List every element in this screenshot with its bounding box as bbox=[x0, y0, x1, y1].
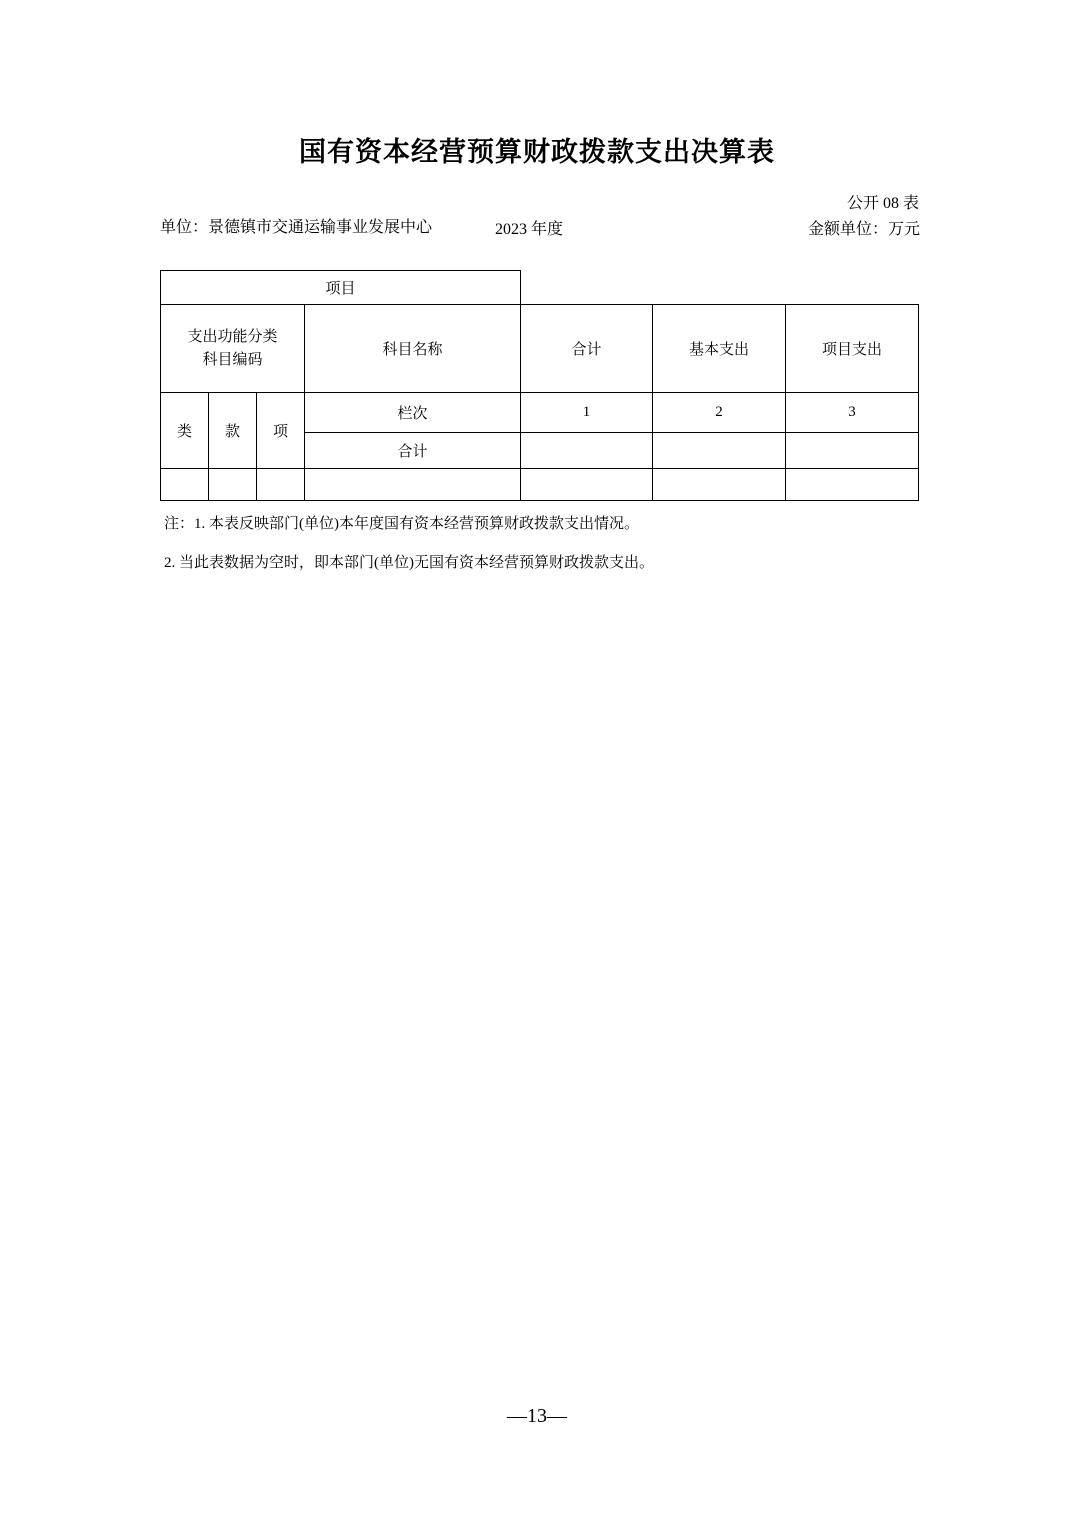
notes-block bbox=[164, 512, 944, 590]
project-header-cell: 项目 bbox=[161, 271, 521, 305]
code-header-cell: 支出功能分类 科目编码 bbox=[161, 305, 305, 393]
blank-value-1 bbox=[521, 469, 653, 501]
column-index-1: 1 bbox=[521, 393, 653, 433]
column-index-2: 2 bbox=[653, 393, 786, 433]
column-header-total: 合计 bbox=[521, 305, 653, 393]
declaration-table bbox=[160, 270, 919, 501]
blank-code-class bbox=[161, 469, 209, 501]
blank-code-section bbox=[209, 469, 257, 501]
table-row-project-header bbox=[161, 271, 919, 305]
row-label-columns: 栏次 bbox=[305, 393, 521, 433]
table-row-blank bbox=[161, 469, 919, 501]
blank-code-item bbox=[257, 469, 305, 501]
total-value-1 bbox=[521, 433, 653, 469]
code-subheader-class: 类 bbox=[161, 393, 209, 469]
code-subheader-section: 款 bbox=[209, 393, 257, 469]
name-header-cell: 科目名称 bbox=[305, 305, 521, 393]
note-2: 2. 当此表数据为空时，即本部门(单位)无国有资本经营预算财政拨款支出。 bbox=[164, 555, 654, 571]
amount-unit-label: 金额单位：万元 bbox=[807, 221, 920, 238]
blank-name bbox=[305, 469, 521, 501]
table-row-column-index bbox=[161, 393, 919, 433]
total-value-3 bbox=[786, 433, 919, 469]
column-header-basic: 基本支出 bbox=[653, 305, 786, 393]
table-row-column-header bbox=[161, 305, 919, 393]
page-title: 国有资本经营预算财政拨款支出决算表 bbox=[299, 137, 775, 167]
unit-field bbox=[160, 216, 490, 239]
note-1: 注：1. 本表反映部门(单位)本年度国有资本经营预算财政拨款支出情况。 bbox=[164, 516, 639, 532]
column-header-project: 项目支出 bbox=[786, 305, 919, 393]
blank-value-3 bbox=[786, 469, 919, 501]
total-value-2 bbox=[653, 433, 786, 469]
row-label-total: 合计 bbox=[305, 433, 521, 469]
unit-value: 景德镇市交通运输事业发展中心 bbox=[208, 219, 433, 236]
code-subheader-item: 项 bbox=[257, 393, 305, 469]
form-code-label: 公开 08 表 bbox=[846, 195, 919, 212]
year-label: 2023 年度 bbox=[495, 221, 564, 238]
page-number: —13— bbox=[507, 1405, 567, 1427]
blank-value-2 bbox=[653, 469, 786, 501]
unit-label: 单位： bbox=[160, 219, 209, 236]
column-index-3: 3 bbox=[786, 393, 919, 433]
